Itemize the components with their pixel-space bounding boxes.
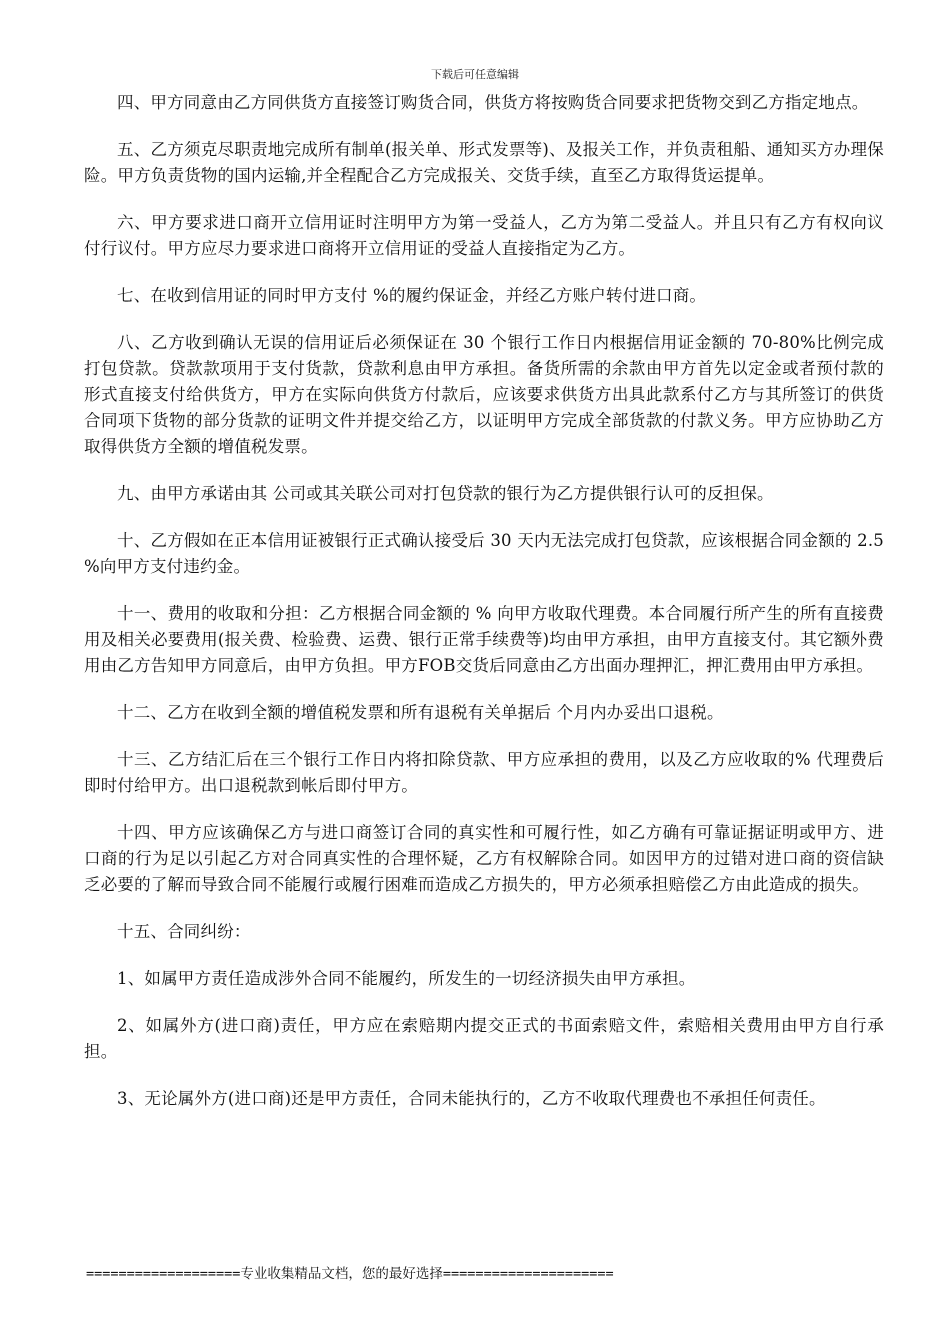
- header-note: 下载后可任意编辑: [431, 68, 519, 81]
- footer-banner: ===================专业收集精品文档，您的最好选择=====================: [86, 1266, 614, 1282]
- clause-7: 七、在收到信用证的同时甲方支付 %的履约保证金，并经乙方账户转付进口商。: [117, 286, 707, 305]
- clause-5: 五、乙方须克尽职责地完成所有制单(报关单、形式发票等)、及报关工作，并负责租船、通知买方办理保险。甲方负责货物的国内运输,并全程配合乙方完成报关、交货手续，直至乙方取得货运提单。: [84, 140, 884, 185]
- clause-14: 十四、甲方应该确保乙方与进口商签订合同的真实性和可履行性，如乙方确有可靠证据证明或甲方、进口商的行为足以引起乙方对合同真实性的合理怀疑，乙方有权解除合同。如因甲方的过错对进口商的资信缺乏必要的了解而导致合同不能履行或履行困难而造成乙方损失的，甲方必须承担赔偿乙方由此造成的损失。: [84, 823, 884, 894]
- clause-4: 四、甲方同意由乙方同供货方直接签订购货合同，供货方将按购货合同要求把货物交到乙方指定地点。: [117, 93, 869, 112]
- clause-8: 八、乙方收到确认无误的信用证后必须保证在 30 个银行工作日内根据信用证金额的 70-80%比例完成打包贷款。贷款款项用于支付货款，贷款利息由甲方承担。备货所需的余款由甲方首先以定金或者预付款的形式直接支付给供货方，甲方在实际向供货方付款后，应该要求供货方出具此款系付乙方与其所签订的供货合同项下货物的部分货款的证明文件并提交给乙方，以证明甲方完成全部货款的付款义务。甲方应协助乙方取得供货方全额的增值税发票。: [84, 333, 884, 456]
- clause-15-item-2: 2、如属外方(进口商)责任，甲方应在索赔期内提交正式的书面索赔文件，索赔相关费用由甲方自行承担。: [84, 1016, 884, 1061]
- clause-15-item-3: 3、无论属外方(进口商)还是甲方责任，合同未能执行的，乙方不收取代理费也不承担任何责任。: [117, 1089, 826, 1108]
- clause-15-item-1: 1、如属甲方责任造成涉外合同不能履约，所发生的一切经济损失由甲方承担。: [117, 969, 696, 988]
- clause-6: 六、甲方要求进口商开立信用证时注明甲方为第一受益人，乙方为第二受益人。并且只有乙方有权向议付行议付。甲方应尽力要求进口商将开立信用证的受益人直接指定为乙方。: [84, 213, 884, 258]
- clause-9: 九、由甲方承诺由其 公司或其关联公司对打包贷款的银行为乙方提供银行认可的反担保。: [117, 484, 774, 503]
- clause-12: 十二、乙方在收到全额的增值税发票和所有退税有关单据后 个月内办妥出口退税。: [117, 703, 724, 722]
- clause-11: 十一、费用的收取和分担：乙方根据合同金额的 % 向甲方收取代理费。本合同履行所产生的所有直接费用及相关必要费用(报关费、检验费、运费、银行正常手续费等)均由甲方承担，由甲方直接支付。其它额外费用由乙方告知甲方同意后，由甲方负担。甲方FOB交货后同意由乙方出面办理押汇，押汇费用由甲方承担。: [84, 604, 884, 675]
- document-body: [84, 90, 884, 1133]
- clause-10: 十、乙方假如在正本信用证被银行正式确认接受后 30 天内无法完成打包贷款，应该根据合同金额的 2.5 %向甲方支付违约金。: [84, 531, 884, 576]
- clause-15-heading: 十五、合同纠纷：: [117, 922, 251, 941]
- clause-13: 十三、乙方结汇后在三个银行工作日内将扣除贷款、甲方应承担的费用，以及乙方应收取的% 代理费后即时付给甲方。出口退税款到帐后即付甲方。: [84, 750, 884, 795]
